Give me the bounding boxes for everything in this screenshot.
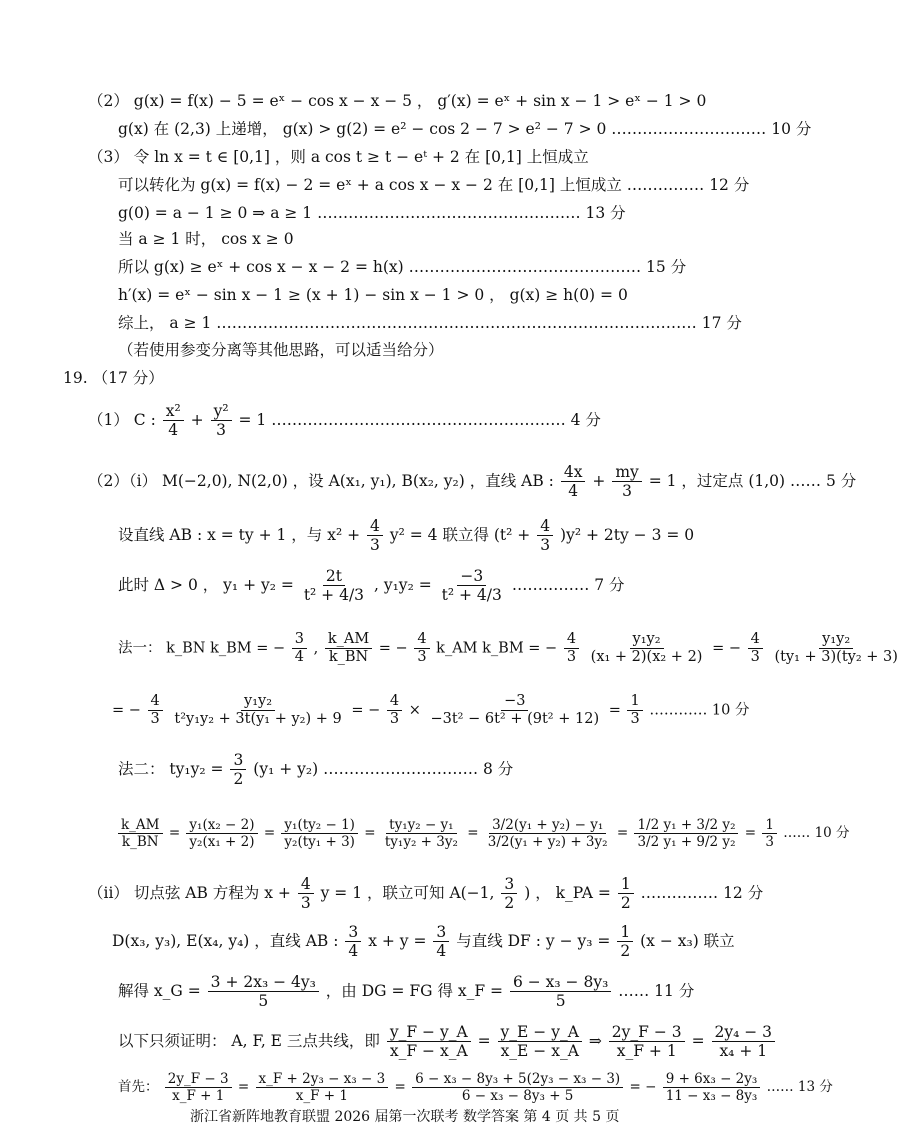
line-18-note: （若使用参变分离等其他思路，可以适当给分）: [118, 341, 444, 359]
text: =: [744, 825, 757, 842]
text: y² = 4 联立得 (t² +: [389, 525, 531, 544]
fraction-denominator: 6 − x₃ − 8y₃ + 5: [461, 1088, 574, 1105]
fraction: [367, 518, 383, 554]
text: =: [691, 1031, 705, 1050]
fraction-numerator: my: [612, 464, 641, 482]
fraction-denominator: 3: [750, 649, 760, 666]
line-19-method2-calc: [116, 818, 850, 849]
fraction-numerator: k_AM: [118, 818, 163, 834]
fraction-denominator: 5: [258, 992, 269, 1011]
fraction-numerator: 3: [292, 632, 307, 649]
text: +: [190, 410, 204, 429]
line-19-1: [88, 403, 601, 439]
fraction: [298, 876, 314, 912]
text: 解得 x_G =: [118, 981, 201, 1000]
text: …… 10 分: [783, 825, 850, 842]
fraction-denominator: 3: [622, 482, 632, 501]
line-18-3-d: 当 a ≥ 1 时， cos x ≥ 0: [118, 230, 294, 248]
fraction-numerator: 3/2(y₁ + y₂) − y₁: [489, 818, 606, 834]
text: ………… 10 分: [649, 702, 750, 719]
fraction-denominator: 2: [233, 770, 244, 789]
fraction-denominator: 3/2(y₁ + y₂) + 3y₂: [487, 834, 608, 851]
line-18-2-b: g(x) 在 (2,3) 上递增， g(x) > g(2) = e² − cos 2 − 7 > e² − 7 > 0 ………………………… 10 分: [118, 120, 812, 138]
line-18-2-a: （2） g(x) = f(x) − 5 = eˣ − cos x − x − 5 ， g′(x) = eˣ + sin x − 1 > eˣ − 1 > 0: [88, 92, 707, 110]
text: 以下只须证明： A, F, E 三点共线，即: [118, 1031, 380, 1050]
fraction-numerator: 1/2 y₁ + 3/2 y₂: [634, 818, 738, 834]
fraction-numerator: 2t: [323, 568, 345, 586]
text: 首先：: [118, 1079, 159, 1096]
text: 此时 Δ > 0 ， y₁ + y₂ =: [118, 575, 294, 594]
fraction: [564, 632, 579, 665]
fraction-numerator: 3 + 2x₃ − 4y₃: [208, 974, 319, 992]
fraction-numerator: 3: [501, 876, 517, 894]
fraction: [301, 568, 367, 604]
line-19-set-ab: [118, 518, 694, 554]
fraction: [537, 518, 553, 554]
line-18-3-e: 所以 g(x) ≥ eˣ + cos x − x − 2 = h(x) ……………………………………… 15 分: [118, 258, 687, 276]
fraction: [510, 974, 611, 1010]
fraction-denominator: (x₁ + 2)(x₂ + 2): [590, 649, 703, 666]
fraction-denominator: x_E − x_A: [500, 1042, 579, 1061]
text: （1） C :: [88, 410, 156, 429]
fraction-numerator: 6 − x₃ − 8y₃ + 5(2y₃ − x₃ − 3): [412, 1072, 623, 1088]
fraction-numerator: x_F + 2y₃ − x₃ − 3: [256, 1072, 389, 1088]
line-19-vieta: [118, 568, 625, 604]
line-19-2ii: [88, 876, 763, 912]
fraction-denominator: −3t² − 6t² + (9t² + 12): [430, 711, 600, 728]
fraction-denominator: 3: [566, 649, 577, 666]
text: （ii） 切点弦 AB 方程为 x +: [88, 883, 291, 902]
fraction: [498, 1024, 582, 1060]
fraction-numerator: 6 − x₃ − 8y₃: [510, 974, 611, 992]
fraction-numerator: y_F − y_A: [387, 1024, 471, 1042]
fraction: [414, 632, 429, 665]
line-19-2i: [88, 464, 856, 500]
text: …………… 7 分: [511, 575, 625, 594]
line-19-method1: [118, 632, 903, 665]
fraction-numerator: k_AM: [325, 632, 372, 649]
fraction-numerator: 4: [537, 518, 553, 536]
text: =: [168, 825, 181, 842]
fraction: [748, 632, 763, 665]
fraction-numerator: y₁(x₂ − 2): [186, 818, 257, 834]
fraction: [771, 632, 900, 665]
fraction-numerator: 4: [367, 518, 383, 536]
fraction-numerator: 4: [414, 632, 429, 649]
text: (x − x₃) 联立: [640, 931, 735, 950]
fraction-denominator: 4: [294, 649, 304, 666]
fraction: [612, 464, 641, 500]
text: =: [608, 702, 621, 719]
fraction: [382, 818, 461, 849]
fraction-denominator: x_F − x_A: [389, 1042, 468, 1061]
fraction-numerator: 4: [564, 632, 579, 649]
line-18-3-f: h′(x) = eˣ − sin x − 1 ≥ (x + 1) − sin x − 1 > 0 ， g(x) ≥ h(0) = 0: [118, 286, 628, 304]
fraction: [118, 818, 163, 849]
text: D(x₃, y₃), E(x₄, y₄) ，直线 AB :: [112, 931, 339, 950]
text: （2）（i） M(−2,0), N(2,0) ，设 A(x₁, y₁), B(x₂, y₂) ，直线 AB :: [88, 471, 554, 490]
text: = −: [351, 702, 381, 719]
fraction-numerator: 2y_F − 3: [609, 1024, 685, 1042]
text: =: [237, 1079, 250, 1096]
fraction: [485, 818, 611, 849]
fraction-denominator: 4: [168, 421, 179, 440]
fraction: [439, 568, 505, 604]
fraction-numerator: 4: [748, 632, 763, 649]
problem-19-heading: 19. （17 分）: [63, 369, 164, 387]
fraction: [634, 818, 738, 849]
fraction: [627, 694, 642, 727]
fraction-denominator: 3: [417, 649, 427, 666]
fraction: [618, 876, 634, 912]
fraction: [762, 818, 777, 849]
fraction-denominator: 2: [620, 942, 631, 961]
fraction-denominator: 4: [568, 482, 579, 501]
text: =: [364, 825, 376, 842]
text: k_AM k_BM = −: [436, 640, 558, 657]
fraction-denominator: ty₁y₂ + 3y₂: [384, 834, 458, 851]
fraction: [148, 694, 163, 727]
line-18-3-c: g(0) = a − 1 ≥ 0 ⇒ a ≥ 1 …………………………………………… 13 分: [118, 204, 626, 222]
text: +: [592, 471, 606, 490]
fraction-denominator: 2: [620, 894, 631, 913]
fraction-denominator: t² + 4/3: [441, 586, 502, 605]
fraction: [387, 694, 402, 727]
fraction: [211, 403, 232, 439]
fraction: [325, 632, 372, 665]
fraction-numerator: −3: [501, 694, 528, 711]
fraction-numerator: 4: [148, 694, 163, 711]
fraction-denominator: 3: [540, 536, 551, 555]
line-18-3-g: 综上， a ≥ 1 ………………………………………………………………………………… 17 分: [118, 314, 742, 332]
fraction-denominator: x₄ + 1: [719, 1042, 768, 1061]
fraction: [427, 694, 602, 727]
fraction: [292, 632, 307, 665]
text: 法一： k_BN k_BM = −: [118, 640, 286, 657]
fraction-denominator: 2: [504, 894, 515, 913]
fraction-numerator: y₁y₂: [630, 632, 664, 649]
fraction: [501, 876, 517, 912]
text: = 1 ………………………………………………… 4 分: [238, 410, 601, 429]
fraction-numerator: y₁y₂: [819, 632, 853, 649]
fraction-denominator: 3: [370, 536, 380, 555]
text: ，由 DG = FG 得 x_F =: [325, 981, 504, 1000]
text: = −: [629, 1079, 657, 1096]
fraction-denominator: t²y₁y₂ + 3t(y₁ + y₂) + 9: [174, 711, 342, 728]
line-19-first: [118, 1072, 833, 1103]
fraction-numerator: 1: [618, 876, 634, 894]
fraction-denominator: 4: [348, 942, 359, 961]
text: y = 1 ，联立可知 A(−1,: [320, 883, 495, 902]
text: 与直线 DF : y − y₃ =: [456, 931, 611, 950]
fraction-numerator: 2y_F − 3: [165, 1072, 232, 1088]
fraction-denominator: x_F + 1: [172, 1088, 225, 1105]
text: = −: [112, 702, 141, 719]
text: =: [263, 825, 276, 842]
fraction-numerator: ty₁y₂ − y₁: [386, 818, 456, 834]
fraction-denominator: 5: [555, 992, 566, 1011]
line-18-3-a: （3） 令 ln x = t ∈ [0,1] ，则 a cos t ≥ t − eᵗ + 2 在 [0,1] 上恒成立: [88, 148, 589, 166]
fraction-denominator: y₂(ty₁ + 3): [284, 834, 355, 851]
fraction-denominator: 11 − x₃ − 8y₃: [665, 1088, 758, 1105]
fraction: [163, 403, 184, 439]
fraction-denominator: (ty₁ + 3)(ty₂ + 3): [774, 649, 898, 666]
fraction-denominator: 3/2 y₁ + 9/2 y₂: [637, 834, 736, 851]
fraction: [588, 632, 706, 665]
fraction-denominator: k_BN: [121, 834, 159, 851]
text: ) ， k_PA =: [524, 883, 611, 902]
text: x + y =: [368, 931, 427, 950]
text: =: [477, 1031, 491, 1050]
fraction: [412, 1072, 623, 1103]
fraction: [208, 974, 319, 1010]
fraction-denominator: t² + 4/3: [303, 586, 365, 605]
fraction-denominator: 3: [630, 711, 640, 728]
text: 法二： ty₁y₂ =: [118, 759, 224, 778]
text: = −: [378, 640, 408, 657]
fraction: [256, 1072, 389, 1103]
text: …… 11 分: [618, 981, 695, 1000]
fraction-denominator: 3: [765, 834, 774, 851]
fraction-denominator: y₂(x₁ + 2): [189, 834, 255, 851]
fraction: [617, 924, 633, 960]
fraction-numerator: 3: [230, 752, 246, 770]
fraction-denominator: 3: [389, 711, 400, 728]
fraction-numerator: 9 + 6x₃ − 2y₃: [663, 1072, 761, 1088]
fraction: [433, 924, 449, 960]
line-19-method2: [118, 752, 513, 788]
fraction-numerator: 2y₄ − 3: [712, 1024, 776, 1042]
fraction-numerator: y_E − y_A: [498, 1024, 582, 1042]
text: = 1 ，过定点 (1,0) …… 5 分: [648, 471, 857, 490]
text: ×: [408, 702, 421, 719]
text: )y² + 2ty − 3 = 0: [560, 525, 695, 544]
fraction-denominator: 4: [436, 942, 447, 961]
text: …………… 12 分: [640, 883, 764, 902]
fraction-numerator: y²: [211, 403, 232, 421]
fraction-numerator: 3: [345, 924, 361, 942]
fraction-denominator: 3: [300, 894, 311, 913]
fraction: [663, 1072, 761, 1103]
fraction: [171, 694, 344, 727]
fraction-numerator: x²: [163, 403, 184, 421]
fraction-numerator: 3: [433, 924, 449, 942]
line-19-de: [112, 924, 735, 960]
text: (y₁ + y₂) ………………………… 8 分: [253, 759, 514, 778]
fraction-denominator: 3: [150, 711, 160, 728]
text: 设直线 AB : x = ty + 1 ，与 x² +: [118, 525, 361, 544]
fraction: [561, 464, 586, 500]
fraction-denominator: x_F + 1: [295, 1088, 348, 1105]
fraction-numerator: −3: [457, 568, 486, 586]
fraction-numerator: 4: [298, 876, 314, 894]
fraction: [345, 924, 361, 960]
fraction-numerator: y₁(ty₂ − 1): [281, 818, 358, 834]
fraction-numerator: 1: [627, 694, 642, 711]
fraction: [165, 1072, 232, 1103]
line-19-method1-cont: [112, 694, 750, 727]
text: , y₁y₂ =: [373, 575, 432, 594]
fraction-denominator: 3: [216, 421, 227, 440]
fraction: [281, 818, 358, 849]
text: …… 13 分: [766, 1079, 833, 1096]
fraction: [609, 1024, 685, 1060]
fraction: [387, 1024, 471, 1060]
text: ,: [313, 640, 319, 657]
fraction-numerator: 4x: [561, 464, 586, 482]
line-19-xg: [118, 974, 694, 1010]
fraction-denominator: k_BN: [328, 649, 369, 666]
line-18-3-b: 可以转化为 g(x) = f(x) − 2 = eˣ + a cos x − x − 2 在 [0,1] 上恒成立 …………… 12 分: [118, 176, 750, 194]
fraction-numerator: 1: [762, 818, 777, 834]
fraction: [712, 1024, 776, 1060]
fraction-numerator: y₁y₂: [241, 694, 275, 711]
page-footer: 浙江省新阵地教育联盟 2026 届第一次联考 数学答案 第 4 页 共 5 页: [190, 1109, 620, 1125]
fraction-denominator: x_F + 1: [616, 1042, 677, 1061]
text: =: [467, 825, 479, 842]
text: ⇒: [588, 1031, 602, 1050]
text: =: [394, 1079, 406, 1096]
fraction: [230, 752, 246, 788]
text: = −: [712, 640, 741, 657]
fraction: [186, 818, 257, 849]
text: =: [616, 825, 629, 842]
fraction-numerator: 1: [617, 924, 633, 942]
fraction-numerator: 4: [387, 694, 402, 711]
line-19-collinear: [118, 1024, 777, 1060]
